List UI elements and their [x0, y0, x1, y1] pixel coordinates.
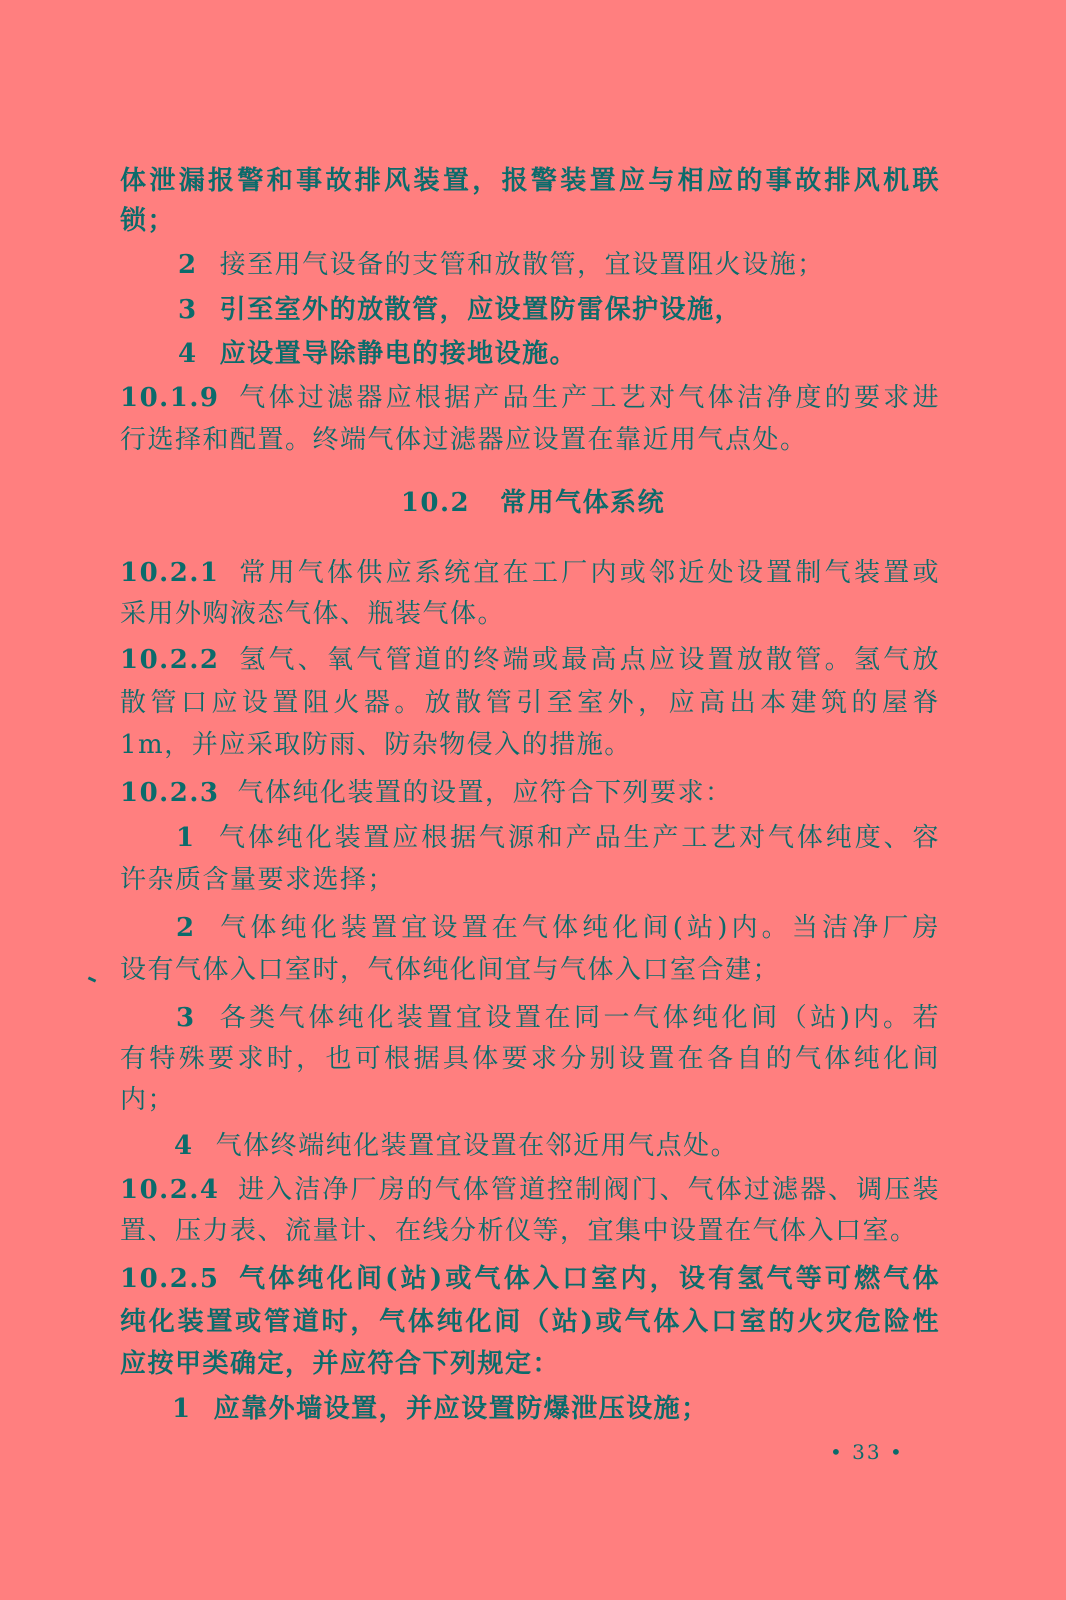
list-item-number: 4 [178, 339, 198, 369]
list-item-number: 3 [178, 295, 198, 325]
list-item-text: 应设置导除静电的接地设施。 [219, 339, 578, 369]
text-line: 采用外购液态气体、瓶装气体。 [120, 599, 506, 629]
text-line: 锁； [120, 206, 176, 236]
list-item-text: 气体纯化装置宜设置在气体纯化间(站)内。当洁净厂房 [217, 913, 940, 943]
clause-number: 10.1.9 [120, 383, 220, 413]
text-line: 许杂质含量要求选择； [120, 865, 396, 895]
text-line: 行选择和配置。终端气体过滤器应设置在靠近用气点处。 [120, 425, 808, 455]
list-item [178, 334, 577, 374]
section-number: 10.2 [400, 488, 471, 518]
list-item-number: 2 [176, 913, 196, 943]
list-item-text: 气体终端纯化装置宜设置在邻近用气点处。 [215, 1131, 739, 1161]
clause-text: 常用气体供应系统宜在工厂内或邻近处设置制气装置或 [237, 558, 940, 588]
section-title: 常用气体系统 [500, 488, 666, 518]
clause [120, 553, 940, 593]
list-item-number: 1 [172, 1394, 192, 1424]
clause [120, 378, 940, 418]
text-line: 纯化装置或管道时，气体纯化间（站)或气体入口室的火灾危险性 [120, 1307, 940, 1337]
list-item-number: 2 [178, 250, 198, 280]
clause [120, 773, 732, 813]
list-item [172, 1389, 709, 1429]
clause-number: 10.2.2 [120, 645, 220, 675]
clause-text: 气体纯化间(站)或气体入口室内，设有氢气等可燃气体 [237, 1264, 940, 1294]
clause-text: 氢气、氧气管道的终端或最高点应设置放散管。氢气放 [237, 645, 940, 675]
scan-mark [88, 976, 97, 982]
list-item-text: 接至用气设备的支管和放散管，宜设置阻火设施； [219, 250, 825, 280]
text-line: 置、压力表、流量计、在线分析仪等，宜集中设置在气体入口室。 [120, 1216, 918, 1246]
clause-text: 进入洁净厂房的气体管道控制阀门、气体过滤器、调压装 [237, 1175, 940, 1205]
clause-number: 10.2.3 [120, 778, 220, 808]
text-line: 内； [120, 1085, 176, 1115]
text-line: 应按甲类确定，并应符合下列规定： [120, 1349, 561, 1379]
list-item [174, 1126, 738, 1166]
clause-number: 10.2.1 [120, 558, 220, 588]
list-item-text: 应靠外墙设置，并应设置防爆泄压设施； [213, 1394, 709, 1424]
clause-text: 气体纯化装置的设置，应符合下列要求： [237, 778, 733, 808]
clause [120, 1259, 940, 1299]
page-number: • 33 • [830, 1440, 904, 1464]
clause [120, 1170, 940, 1210]
list-item-number: 4 [174, 1131, 194, 1161]
list-item-text: 各类气体纯化装置宜设置在同一气体纯化间（站)内。若 [217, 1003, 940, 1033]
list-item-text: 气体纯化装置应根据气源和产品生产工艺对气体纯度、容 [217, 823, 940, 853]
list-item [176, 818, 940, 858]
list-item [178, 290, 742, 330]
clause-text: 气体过滤器应根据产品生产工艺对气体洁净度的要求进 [237, 383, 940, 413]
text-line: 有特殊要求时，也可根据具体要求分别设置在各自的气体纯化间 [120, 1044, 940, 1074]
list-item-number: 3 [176, 1003, 196, 1033]
text-line: 设有气体入口室时，气体纯化间宜与气体入口室合建； [120, 955, 781, 985]
section-heading [0, 483, 1066, 523]
text-line: 散管口应设置阻火器。放散管引至室外，应高出本建筑的屋脊 [120, 688, 940, 718]
clause [120, 640, 940, 680]
clause-number: 10.2.5 [120, 1264, 220, 1294]
list-item [176, 998, 940, 1038]
text-line: 体泄漏报警和事故排风装置，报警装置应与相应的事故排风机联 [120, 166, 940, 196]
list-item [176, 908, 940, 948]
list-item [178, 245, 825, 285]
list-item-text: 引至室外的放散管，应设置防雷保护设施， [219, 295, 743, 325]
list-item-number: 1 [176, 823, 196, 853]
clause-number: 10.2.4 [120, 1175, 220, 1205]
text-line: 1m，并应采取防雨、防杂物侵入的措施。 [120, 730, 632, 760]
